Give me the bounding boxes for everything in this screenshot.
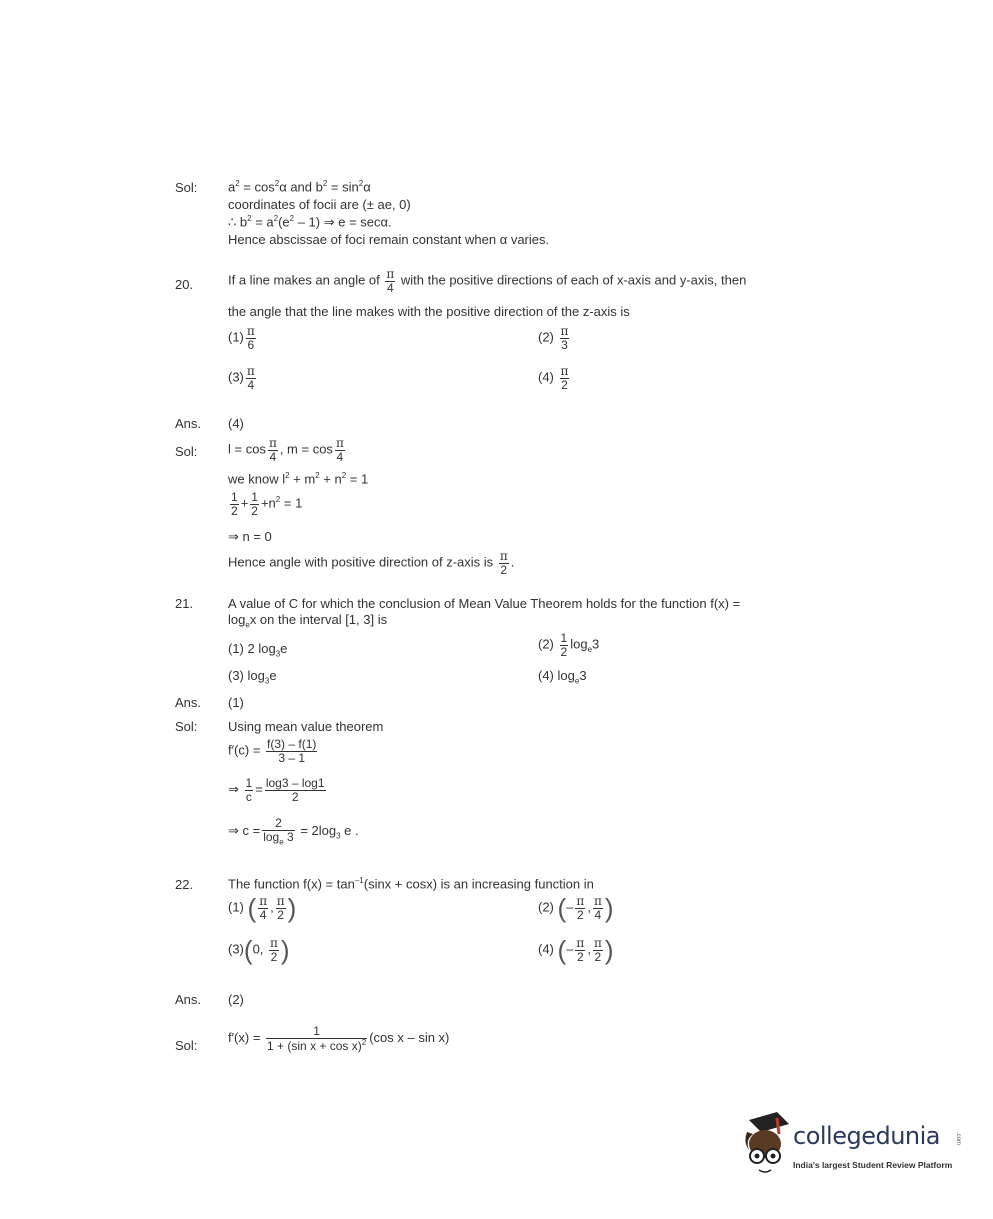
option-3: (3)(0, $\frac{\pi}{2}$ ) xyxy=(228,935,290,966)
option-2: (2) $\frac{1}{2}$ $\log_e3$ xyxy=(538,631,600,659)
logo-tagline: India's largest Student Review Platform xyxy=(793,1160,953,1170)
question-number: 22. xyxy=(175,877,194,892)
sol-label: Sol: xyxy=(175,180,198,195)
solution-line: l = cos $\frac{\pi}{4}$ , m = cos $\frac{\pi}{4}$ xyxy=(228,436,344,464)
option-1: (1) 2 $\log_3e$ xyxy=(228,641,288,659)
question-number: 20. xyxy=(175,277,194,292)
question-text: The function $f(x) = \tan^{-1}(\sin x + \cos x)$ is an increasing function in xyxy=(228,876,594,892)
answer-value: (4) xyxy=(228,416,244,431)
solution-line: coordinates of focii are (± ae, 0) xyxy=(228,197,411,212)
solution-line: ⇒ n = 0 xyxy=(228,529,272,544)
option-2: (2) (– $\frac{\pi}{2}$ , $\frac{\pi}{4}$ ) xyxy=(538,893,614,924)
sol-label: Sol: xyxy=(175,719,198,734)
solution-line: ⇒ $\frac{1}{c}$ = $\frac{\log 3 - \log 1}{2}$ xyxy=(228,776,325,804)
logo-brand: collegedunia xyxy=(793,1122,941,1150)
question-text: the angle that the line makes with the positive direction of the z-axis is xyxy=(228,304,630,319)
solution-line: $a^2 = \cos^2\alpha$ and $b^2 = \sin^2\alpha$ xyxy=(228,179,371,195)
ans-label: Ans. xyxy=(175,416,202,431)
collegedunia-logo xyxy=(737,1110,967,1185)
solution-line: we know $l^2 + m^2 + n^2 = 1$ xyxy=(228,471,369,487)
mascot-icon xyxy=(737,1110,795,1180)
solution-line: Hence angle with positive direction of z-axis is $\frac{\pi}{2}$ . xyxy=(228,549,515,577)
question-text: $\log_ex$ on the interval [1, 3] is xyxy=(228,612,388,630)
option-4: (4) $\frac{\pi}{2}$ xyxy=(538,364,569,392)
answer-value: (1) xyxy=(228,695,244,710)
question-number: 21. xyxy=(175,596,194,611)
ans-label: Ans. xyxy=(175,695,202,710)
option-4: (4) $\log_e3$ xyxy=(538,668,587,686)
logo-com: .com xyxy=(955,1132,961,1146)
sol-label: Sol: xyxy=(175,1038,198,1053)
option-3: (3) $\frac{\pi}{4}$ xyxy=(228,364,255,392)
solution-line: f′(x) = $\frac{1}{1 + (\sin x + \cos x)^2}$ (cos x – sin x) xyxy=(228,1024,450,1053)
ans-label: Ans. xyxy=(175,992,202,1007)
question-text: If a line makes an angle of $\frac{\pi}{4}$ with the positive directions of each of x-axis and y-axis, then xyxy=(228,267,747,295)
option-3: (3) $\log_3e$ xyxy=(228,668,277,686)
solution-line: Using mean value theorem xyxy=(228,719,384,734)
answer-value: (2) xyxy=(228,992,244,1007)
option-2: (2) $\frac{\pi}{3}$ xyxy=(538,324,569,352)
option-1: (1) ( $\frac{\pi}{4}$ , $\frac{\pi}{2}$ ) xyxy=(228,893,297,924)
question-text: A value of C for which the conclusion of Mean Value Theorem holds for the function f(x) = xyxy=(228,596,741,611)
solution-line: $\frac{1}{2}$ + $\frac{1}{2}$ $+n^2 = 1$ xyxy=(231,490,303,518)
solution-line: Hence abscissae of foci remain constant when α varies. xyxy=(228,232,550,247)
option-1: (1) $\frac{\pi}{6}$ xyxy=(228,324,255,352)
sol-label: Sol: xyxy=(175,444,198,459)
solution-line: ∴ $b^2 = a^2(e^2 - 1)$ ⇒ e = secα. xyxy=(228,214,392,230)
option-4: (4) (– $\frac{\pi}{2}$ , $\frac{\pi}{2}$ ) xyxy=(538,935,614,966)
solution-line: ⇒ c = $\frac{2}{\log_e 3}$ = $2\log_3$ e . xyxy=(228,816,359,846)
solution-line: f′(c) = $\frac{f(3) - f(1)}{3 - 1}$ xyxy=(228,737,317,765)
